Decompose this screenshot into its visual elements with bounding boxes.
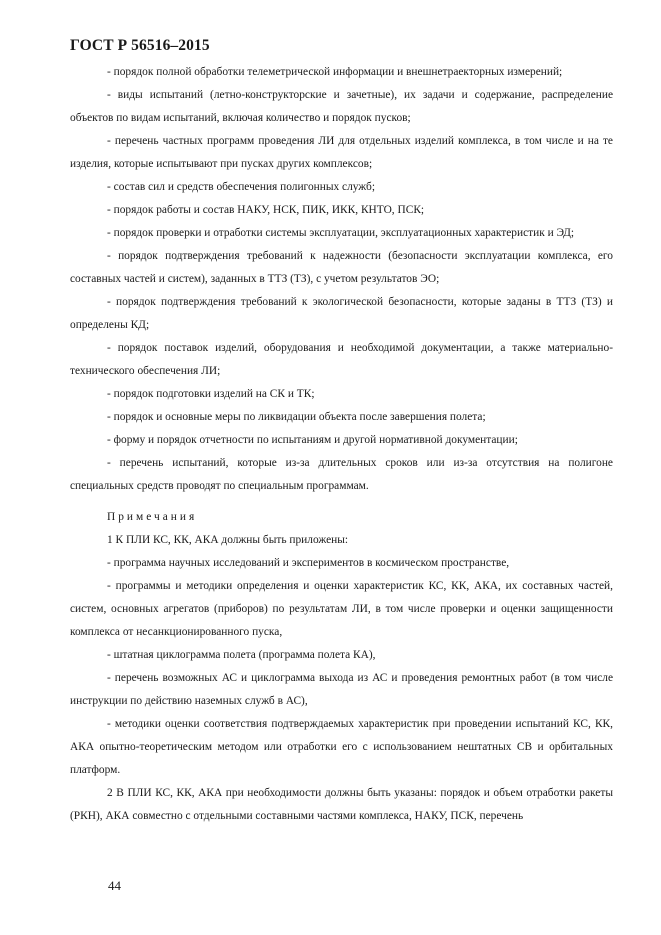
document-header: ГОСТ Р 56516–2015 [70,37,210,54]
document-body [70,61,613,828]
note-item: 1 К ПЛИ КС, КК, АКА должны быть приложены: [107,534,349,546]
list-item: - перечень частных программ проведения ЛИ для отдельных изделий комплекса, в том числе и на те изделия, которые испытывают при пусках других комплексов; [70,135,613,170]
list-item: - перечень испытаний, которые из-за длительных сроков или из-за отсутствия на полигоне специальных средств проводят по специальным программам. [70,457,613,492]
list-item: - порядок подготовки изделий на СК и ТК; [107,388,315,400]
list-item: - порядок полной обработки телеметрической информации и внешнетраекторных измерений; [107,66,563,78]
notes-title: Примечания [107,511,198,523]
list-item: - порядок поставок изделий, оборудования и необходимой документации, а также материально-технического обеспечения ЛИ; [70,342,613,377]
list-item: - порядок подтверждения требований к надежности (безопасности эксплуатации комплекса, его составных частей и систем), заданных в ТТЗ (ТЗ), с учетом результатов ЭО; [70,250,613,285]
list-item: - состав сил и средств обеспечения полигонных служб; [107,181,375,193]
note-item: - программа научных исследований и экспериментов в космическом пространстве, [107,557,510,569]
note-item: - методики оценки соответствия подтверждаемых характеристик при проведении испытаний КС, КК, АКА опытно-теоретическим методом или отработки его с использованием нештатных СВ и орбитальных платформ. [70,718,613,776]
list-item: - порядок подтверждения требований к экологической безопасности, которые заданы в ТТЗ (ТЗ) и определены КД; [70,296,613,331]
note-item: - штатная циклограмма полета (программа полета КА), [107,649,376,661]
note-item: 2 В ПЛИ КС, КК, АКА при необходимости должны быть указаны: порядок и объем отработки ракеты (РКН), АКА совместно с отдельными составными частями комплекса, НАКУ, ПСК, перечень [70,787,613,822]
list-item: - порядок проверки и отработки системы эксплуатации, эксплуатационных характеристик и ЭД; [107,227,575,239]
list-item: - виды испытаний (летно-конструкторские и зачетные), их задачи и содержание, распределение объектов по видам испытаний, включая количество и порядок пусков; [70,89,613,124]
page-number: 44 [108,878,121,893]
list-item: - порядок и основные меры по ликвидации объекта после завершения полета; [107,411,486,423]
list-item: - форму и порядок отчетности по испытаниям и другой нормативной документации; [107,434,518,446]
list-item: - порядок работы и состав НАКУ, НСК, ПИК, ИКК, КНТО, ПСК; [107,204,425,216]
note-item: - программы и методики определения и оценки характеристик КС, КК, АКА, их составных частей, систем, основных агрегатов (приборов) по результатам ЛИ, в том числе проверки и оценки защищенности комплекса от несанкционированного пуска, [70,580,613,638]
note-item: - перечень возможных АС и циклограмма выхода из АС и проведения ремонтных работ (в том числе инструкции по действию наземных служб в АС), [70,672,613,707]
